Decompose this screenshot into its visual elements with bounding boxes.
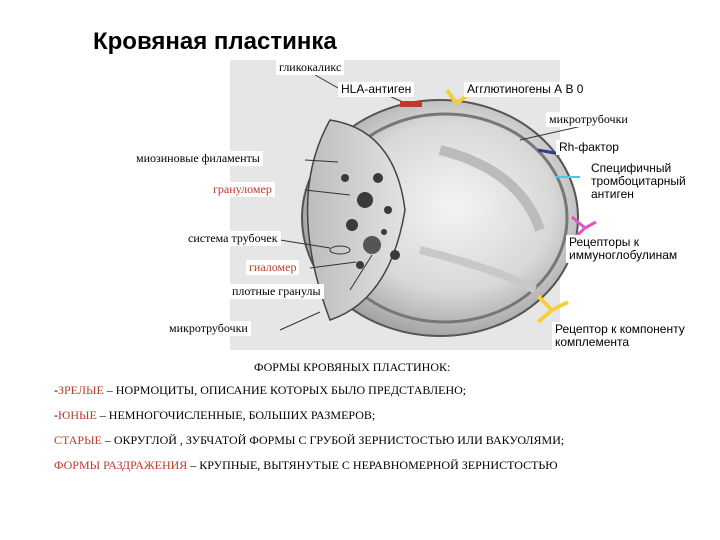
label-agglutinogens: Агглютиногены А В 0 bbox=[464, 82, 586, 97]
form-term: СТАРЫЕ bbox=[54, 433, 102, 447]
hla-antigen-marker bbox=[400, 101, 422, 107]
label-complement-receptor: Рецептор к компоненту комплемента bbox=[552, 322, 720, 350]
label-dense-granules: плотные гранулы bbox=[229, 284, 324, 299]
form-item-mature: -ЗРЕЛЫЕ – НОРМОЦИТЫ, ОПИСАНИЕ КОТОРЫХ БЫЛО ПРЕДСТАВЛЕНО; bbox=[54, 383, 467, 397]
label-ig-receptors: Рецепторы к иммуноглобулинам bbox=[566, 235, 702, 263]
label-myosin-filaments: миозиновые филаменты bbox=[133, 151, 263, 166]
label-granulomer: грануломер bbox=[210, 182, 275, 197]
label-microtubules-top: микротрубочки bbox=[546, 112, 631, 127]
label-specific-antigen: Специфичный тромбоцитарный антиген bbox=[588, 161, 714, 202]
slide-title: Кровяная пластинка bbox=[93, 28, 337, 55]
label-glycocalyx: гликокаликс bbox=[276, 60, 344, 75]
form-item-old: СТАРЫЕ – ОКРУГЛОЙ , ЗУБЧАТОЙ ФОРМЫ С ГРУБОЙ ЗЕРНИСТОСТЬЮ ИЛИ ВАКУОЛЯМИ; bbox=[54, 433, 565, 447]
forms-header: ФОРМЫ КРОВЯНЫХ ПЛАСТИНОК: bbox=[254, 360, 451, 374]
label-tubule-system: система трубочек bbox=[185, 231, 281, 246]
form-item-young: -ЮНЫЕ – НЕМНОГОЧИСЛЕННЫЕ, БОЛЬШИХ РАЗМЕРОВ; bbox=[54, 408, 376, 422]
form-item-irritation: ФОРМЫ РАЗДРАЖЕНИЯ – КРУПНЫЕ, ВЫТЯНУТЫЕ С НЕРАВНОМЕРНОЙ ЗЕРНИСТОСТЬЮ bbox=[54, 458, 558, 472]
form-term: ФОРМЫ РАЗДРАЖЕНИЯ bbox=[54, 458, 188, 472]
label-hyalomer: гиаломер bbox=[246, 260, 299, 275]
label-rh-factor: Rh-фактор bbox=[556, 140, 622, 155]
label-hla-antigen: HLA-антиген bbox=[338, 82, 414, 97]
label-microtubules-bottom: микротрубочки bbox=[166, 321, 251, 336]
platelet-forms-section bbox=[54, 360, 654, 483]
form-term: ЗРЕЛЫЕ bbox=[58, 383, 104, 397]
form-term: ЮНЫЕ bbox=[58, 408, 97, 422]
